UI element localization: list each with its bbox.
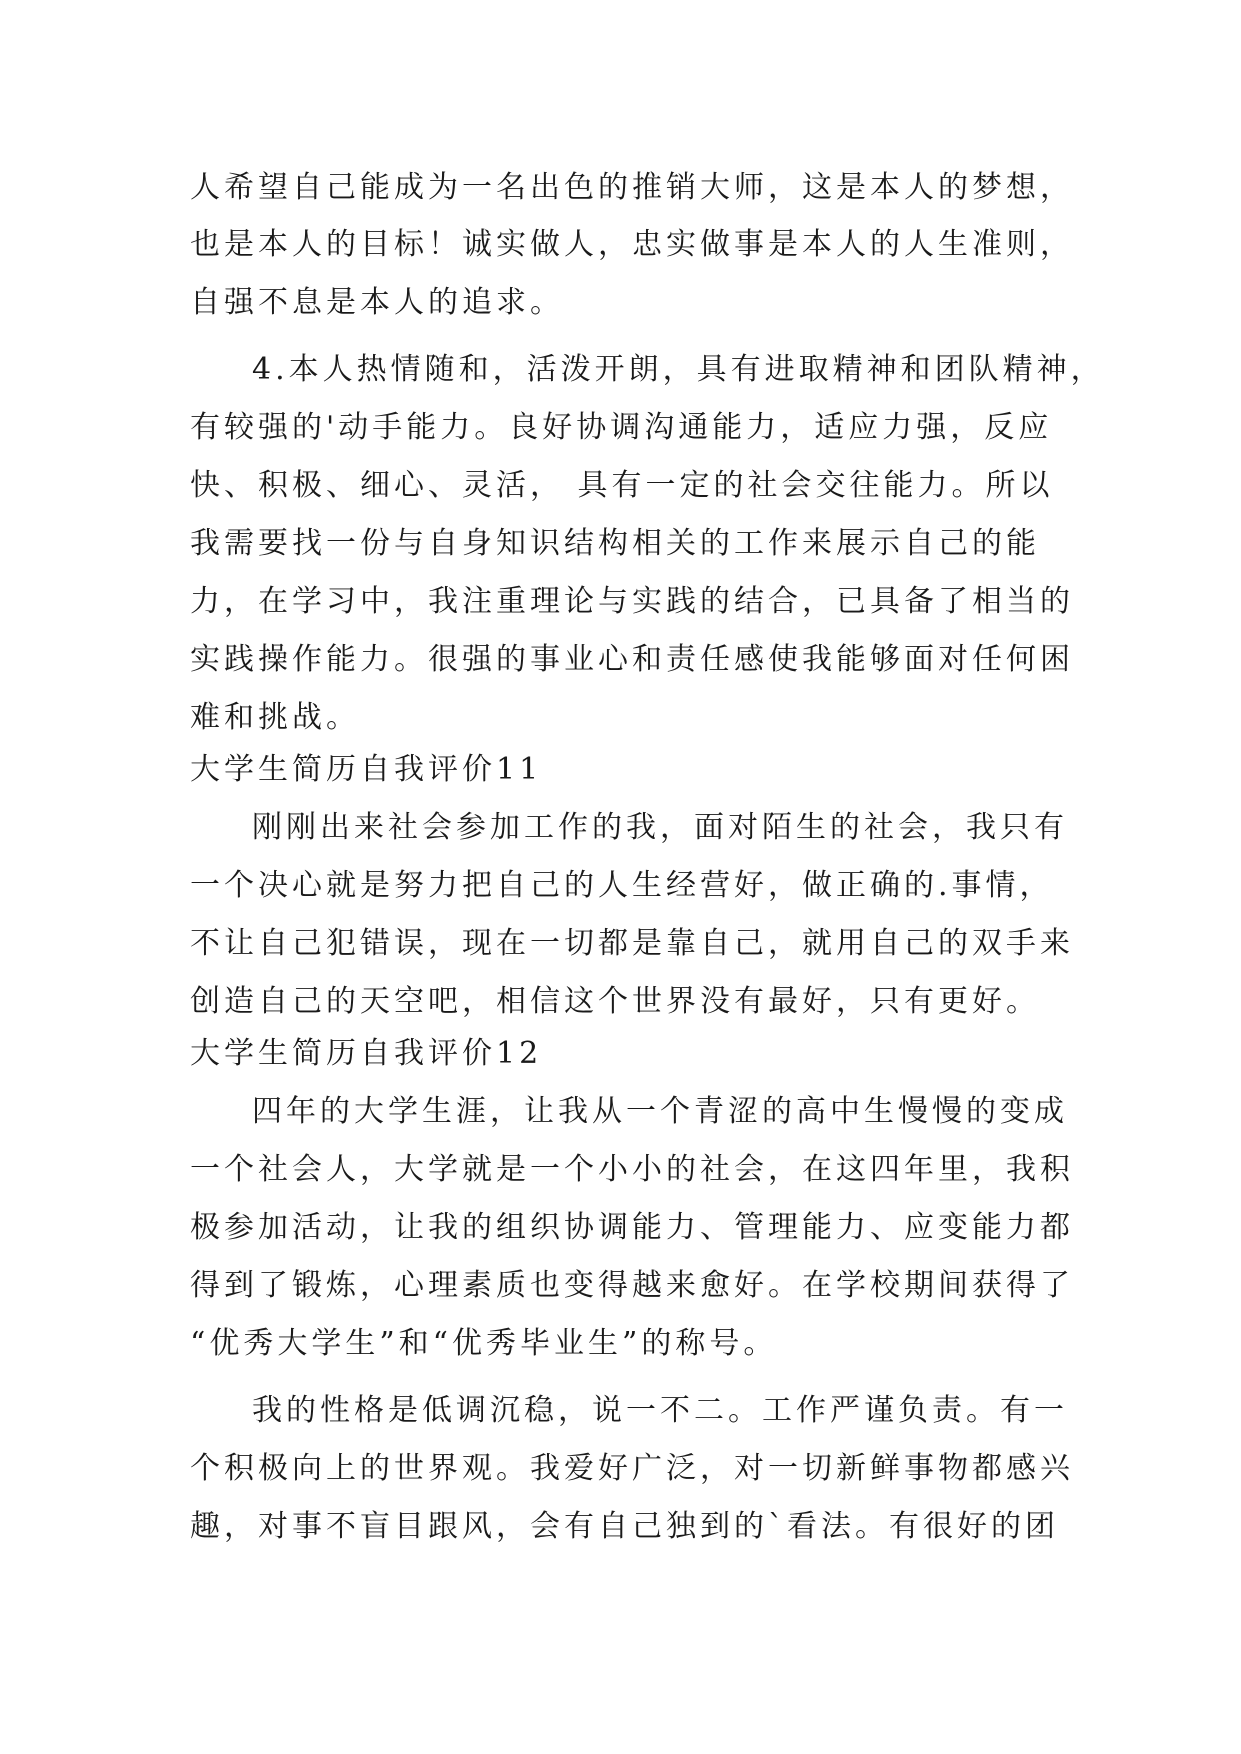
paragraph-line: 4.本人热情随和，活泼开朗，具有进取精神和团队精神， xyxy=(252,352,1105,387)
text-line: 一个社会人，大学就是一个小小的社会，在这四年里，我积 xyxy=(190,1152,1074,1187)
text-line: 快、积极、细心、灵活， 具有一定的社会交往能力。所以 xyxy=(190,468,1054,503)
text-line: 人希望自己能成为一名出色的推销大师，这是本人的梦想， xyxy=(190,170,1074,205)
paragraph-line: 四年的大学生涯，让我从一个青涩的高中生慢慢的变成 xyxy=(252,1094,1068,1129)
paragraph-line: 刚刚出来社会参加工作的我，面对陌生的社会，我只有 xyxy=(252,810,1068,845)
text-line: “优秀大学生”和“优秀毕业生”的称号。 xyxy=(190,1326,778,1361)
text-line: 个积极向上的世界观。我爱好广泛，对一切新鲜事物都感兴 xyxy=(190,1451,1074,1486)
text-line: 极参加活动，让我的组织协调能力、管理能力、应变能力都 xyxy=(190,1210,1074,1245)
text-line: 不让自己犯错误，现在一切都是靠自己，就用自己的双手来 xyxy=(190,926,1074,961)
text-line: 趣，对事不盲目跟风，会有自己独到的`看法。有很好的团 xyxy=(190,1509,1059,1544)
text-line: 也是本人的目标！诚实做人，忠实做事是本人的人生准则， xyxy=(190,227,1074,262)
text-line: 力，在学习中，我注重理论与实践的结合，已具备了相当的 xyxy=(190,584,1074,619)
text-line: 有较强的'动手能力。良好协调沟通能力，适应力强，反应 xyxy=(190,410,1053,445)
section-heading: 大学生简历自我评价11 xyxy=(190,752,543,787)
section-heading: 大学生简历自我评价12 xyxy=(190,1036,543,1071)
paragraph-line: 我的性格是低调沉稳，说一不二。工作严谨负责。有一 xyxy=(252,1393,1068,1428)
text-line: 难和挑战。 xyxy=(190,700,360,735)
text-line: 实践操作能力。很强的事业心和责任感使我能够面对任何困 xyxy=(190,642,1074,677)
text-line: 自强不息是本人的追求。 xyxy=(190,285,564,320)
text-line: 一个决心就是努力把自己的人生经营好，做正确的.事情， xyxy=(190,868,1054,903)
text-line: 创造自己的天空吧，相信这个世界没有最好，只有更好。 xyxy=(190,984,1040,1019)
text-line: 我需要找一份与自身知识结构相关的工作来展示自己的能 xyxy=(190,526,1040,561)
text-line: 得到了锻炼，心理素质也变得越来愈好。在学校期间获得了 xyxy=(190,1268,1074,1303)
